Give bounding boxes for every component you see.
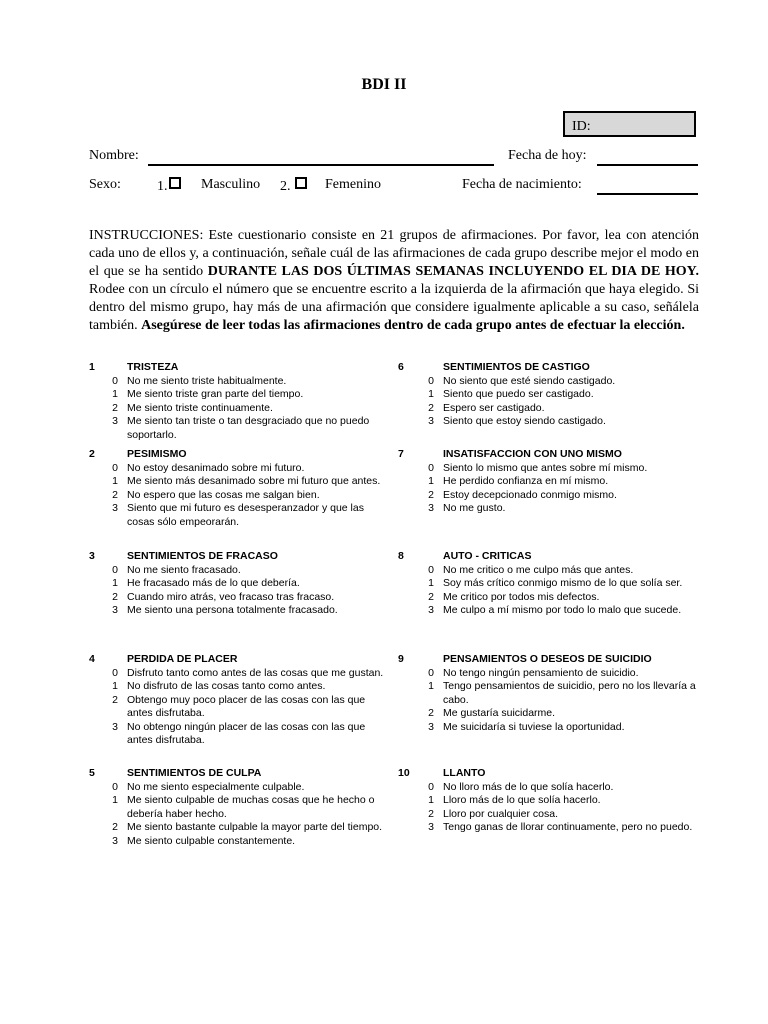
answer-option[interactable] [405,604,701,618]
option-text: Obtengo muy poco placer de las cosas con las que antes disfrutaba. [127,693,366,719]
birth-date-label: Fecha de nacimiento: [462,177,582,192]
option-text: No espero que las cosas me salgan bien. [127,488,320,501]
option-text: Me gustaría suicidarme. [443,707,556,719]
instructions-text-2: Rodee con un círculo el número que se encuentre escrito a la izquierda de la afirmación que haya elegido. Si dentro del mismo grupo, hay más de una afirmación que considere igualmente aplicable a su caso, señálela también. [89,282,699,333]
option-number[interactable]: 1 [112,475,118,487]
option-text: Disfruto tanto como antes de las cosas que me gustan. [127,666,384,679]
answer-option[interactable] [89,667,389,681]
option-text: No obtengo ningún placer de las cosas con las que antes disfrutaba. [127,720,366,746]
birth-date-field[interactable] [597,193,698,195]
option-text: Me culpo a mí mismo por todo lo malo que sucede. [443,604,682,616]
answer-option[interactable] [405,564,701,578]
option-number[interactable]: 3 [428,604,434,616]
answer-option[interactable] [405,667,701,681]
instructions-bold-2: Asegúrese de leer todas las afirmaciones dentro de cada grupo antes de efectuar la elección. [141,318,685,333]
option-1-label: Masculino [201,177,261,192]
option-text: Me siento triste continuamente. [127,401,273,414]
group-title: SENTIMIENTOS DE CASTIGO [443,361,590,373]
answer-option[interactable] [405,402,701,416]
group-title: SENTIMIENTOS DE CULPA [127,767,262,779]
option-number[interactable]: 0 [428,780,434,793]
group-number: 4 [89,653,95,665]
option-text: No me siento especialmente culpable. [127,780,305,793]
option-number[interactable]: 1 [428,475,434,487]
answer-option[interactable] [405,489,701,503]
option-number[interactable]: 0 [112,780,118,793]
answer-option[interactable] [405,707,701,721]
answer-option[interactable] [405,794,701,808]
option-number[interactable]: 3 [112,502,118,514]
option-text: Me siento culpable de muchas cosas que he hecho o debería haber hecho. [127,794,375,820]
answer-option[interactable] [405,462,701,476]
name-label: Nombre: [89,148,139,163]
option-text: Me siento tan triste o tan desgraciado que no puedo soportarlo. [127,415,370,441]
option-number[interactable]: 3 [112,834,118,847]
option-number[interactable]: 2 [112,693,118,706]
option-text: Siento que estoy siendo castigado. [443,415,606,427]
answer-option[interactable] [405,821,701,835]
option-number[interactable]: 1 [112,577,118,589]
answer-option[interactable] [405,781,701,795]
group-title: PESIMISMO [127,448,187,460]
option-text: No me siento triste habitualmente. [127,374,287,387]
answer-option[interactable] [89,502,389,529]
answer-option[interactable] [405,388,701,402]
option-number[interactable]: 1 [112,794,118,806]
option-text: No estoy desanimado sobre mi futuro. [127,461,305,474]
answer-option[interactable] [89,402,389,416]
option-number[interactable]: 2 [112,488,118,501]
answer-option[interactable] [89,680,389,694]
date-field[interactable] [597,164,698,166]
sex-option-1[interactable] [157,177,181,195]
option-text: Me siento bastante culpable la mayor parte del tiempo. [127,821,383,833]
option-number[interactable]: 2 [112,401,118,414]
option-text: No lloro más de lo que solía hacerlo. [443,780,614,793]
option-2-label: Femenino [325,177,381,192]
answer-option[interactable] [89,694,389,721]
answer-option[interactable] [89,781,389,795]
option-number[interactable]: 1 [112,388,118,400]
option-number[interactable]: 1 [112,680,118,692]
option-number[interactable]: 0 [112,374,118,387]
option-text: Estoy decepcionado conmigo mismo. [443,488,617,501]
answer-option[interactable] [89,577,389,591]
answer-option[interactable] [405,721,701,735]
option-number[interactable]: 0 [428,461,434,474]
option-number[interactable]: 2 [112,821,118,833]
answer-option[interactable] [89,821,389,835]
answer-option[interactable] [405,375,701,389]
checkbox-icon[interactable] [295,177,307,189]
instructions-bold-1: DURANTE LAS DOS ÚLTIMAS SEMANAS INCLUYENDO EL DIA DE HOY. [207,264,699,279]
answer-option[interactable] [89,591,389,605]
option-text: Tengo pensamientos de suicidio, pero no los llevaría a cabo. [443,680,696,706]
answer-option[interactable] [89,604,389,618]
option-text: Soy más crítico conmigo mismo de lo que solía ser. [443,577,683,589]
group-number: 9 [398,653,404,665]
group-title: INSATISFACCION CON UNO MISMO [443,448,622,460]
option-number[interactable]: 3 [112,720,118,733]
answer-option[interactable] [89,721,389,748]
option-number[interactable]: 0 [428,563,434,576]
option-number[interactable]: 1 [428,388,434,400]
option-text: Me suicidaría si tuviese la oportunidad. [443,720,625,733]
option-number[interactable]: 2 [112,590,118,603]
answer-option[interactable] [405,577,701,591]
option-text: Tengo ganas de llorar continuamente, pero no puedo. [443,821,693,833]
answer-option[interactable] [405,680,701,707]
group-title: TRISTEZA [127,361,179,373]
answer-option[interactable] [89,462,389,476]
answer-option[interactable] [89,475,389,489]
option-number[interactable]: 0 [428,374,434,387]
group-number: 5 [89,767,95,779]
group-number: 10 [398,767,410,779]
group-title: LLANTO [443,767,486,779]
option-number[interactable]: 2 [428,707,434,719]
option-number[interactable]: 3 [112,415,118,427]
answer-option[interactable] [405,591,701,605]
sex-label: Sexo: [89,177,121,192]
option-text: Siento que puedo ser castigado. [443,388,594,400]
answer-option[interactable] [89,388,389,402]
group-number: 1 [89,361,95,373]
group-number: 7 [398,448,404,460]
answer-option[interactable] [89,564,389,578]
instructions [89,227,699,335]
option-text: Me siento una persona totalmente fracasado. [127,604,338,616]
answer-option[interactable] [405,415,701,429]
option-number[interactable]: 2 [428,807,434,820]
answer-option[interactable] [89,489,389,503]
group-number: 6 [398,361,404,373]
option-text: Lloro más de lo que solía hacerlo. [443,794,601,806]
option-text: No disfruto de las cosas tanto como antes. [127,680,326,692]
option-text: Espero ser castigado. [443,401,545,414]
option-number[interactable]: 2 [428,590,434,603]
option-number[interactable]: 1 [428,680,434,692]
option-text: Me critico por todos mis defectos. [443,590,600,603]
option-text: Me siento triste gran parte del tiempo. [127,388,304,400]
instructions-text-1: INSTRUCCIONES: Este cuestionario consiste en 21 grupos de afirmaciones. Por favor, lea con atención cada uno de ellos y, a continuación, señale cuál de las afirmaciones de cada grupo describe mejor el modo en el que se ha sentido [89,228,699,279]
id-label: ID: [572,119,591,134]
group-title: PERDIDA DE PLACER [127,653,238,665]
option-number[interactable]: 2 [428,488,434,501]
option-number[interactable]: 1 [428,794,434,806]
option-text: Me siento culpable constantemente. [127,834,296,847]
answer-option[interactable] [405,808,701,822]
option-2-number: 2. [280,179,291,194]
option-text: Me siento más desanimado sobre mi futuro que antes. [127,475,381,487]
option-number[interactable]: 0 [428,666,434,679]
group-number: 2 [89,448,95,460]
option-text: No siento que esté siendo castigado. [443,374,616,387]
option-text: Siento que mi futuro es desesperanzador y que las cosas sólo empeorarán. [127,502,364,528]
option-1-number: 1. [157,179,168,194]
option-text: No me gusto. [443,502,506,514]
option-number[interactable]: 0 [112,461,118,474]
answer-option[interactable] [89,375,389,389]
option-text: No me critico o me culpo más que antes. [443,563,634,576]
option-number[interactable]: 1 [428,577,434,589]
group-title: PENSAMIENTOS O DESEOS DE SUICIDIO [443,653,652,665]
option-text: Cuando miro atrás, veo fracaso tras fracaso. [127,590,335,603]
sex-option-2[interactable] [280,177,307,195]
option-number[interactable]: 3 [428,415,434,427]
option-text: No me siento fracasado. [127,563,241,576]
option-number[interactable]: 0 [112,563,118,576]
option-number[interactable]: 3 [112,604,118,616]
answer-option[interactable] [89,794,389,821]
answer-option[interactable] [405,502,701,516]
group-number: 8 [398,550,404,562]
form-title: BDI II [361,76,407,93]
option-number[interactable]: 3 [428,502,434,514]
id-field[interactable] [563,111,696,137]
answer-option[interactable] [89,415,389,442]
group-number: 3 [89,550,95,562]
option-number[interactable]: 0 [112,666,118,679]
option-text: No tengo ningún pensamiento de suicidio. [443,666,639,679]
option-number[interactable]: 2 [428,401,434,414]
group-title: AUTO - CRITICAS [443,550,532,562]
option-text: Lloro por cualquier cosa. [443,807,558,820]
name-field[interactable] [148,164,494,166]
group-title: SENTIMIENTOS DE FRACASO [127,550,278,562]
option-text: Siento lo mismo que antes sobre mí mismo. [443,461,648,474]
date-label: Fecha de hoy: [508,148,587,163]
option-number[interactable]: 3 [428,720,434,733]
option-text: He fracasado más de lo que debería. [127,577,300,589]
option-text: He perdido confianza en mí mismo. [443,475,609,487]
checkbox-icon[interactable] [169,177,181,189]
answer-option[interactable] [405,475,701,489]
option-number[interactable]: 3 [428,821,434,833]
answer-option[interactable] [89,835,389,849]
